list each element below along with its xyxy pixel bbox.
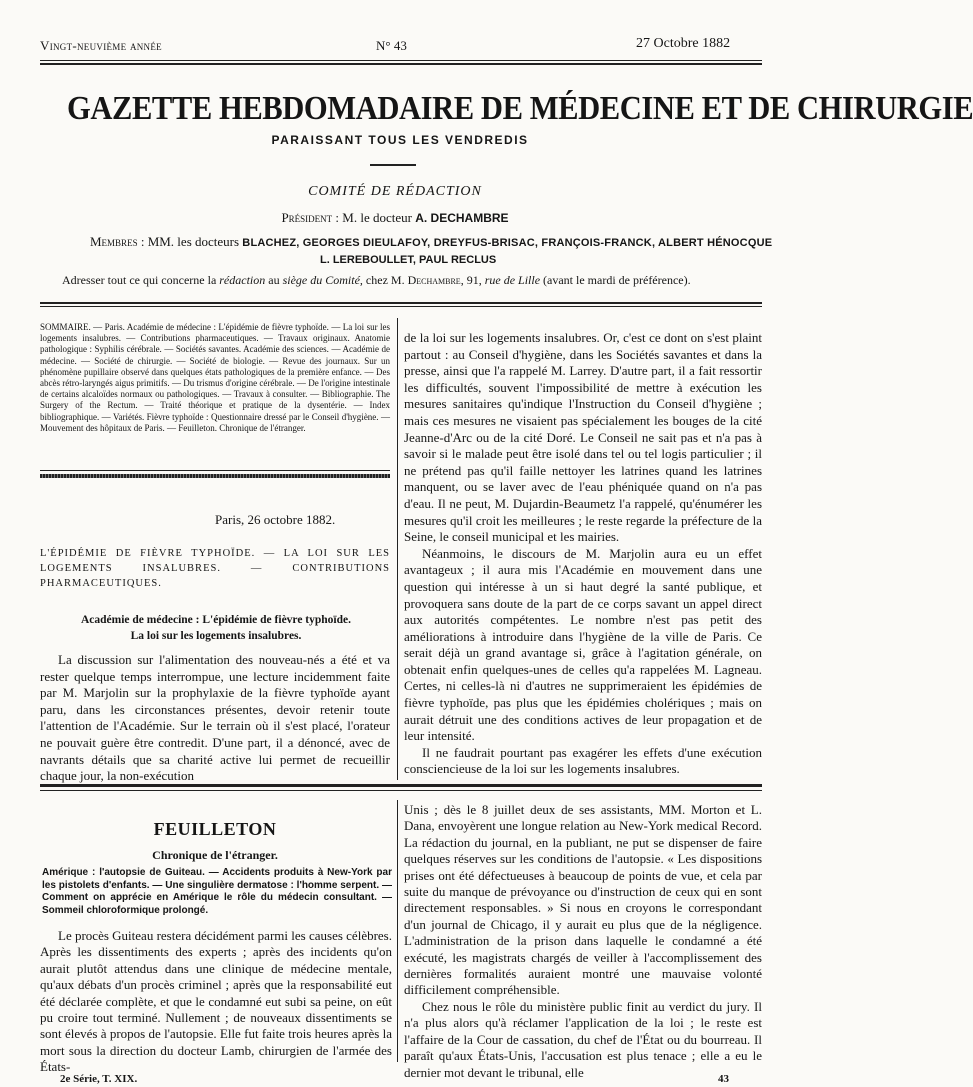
sommaire: SOMMAIRE. — Paris. Académie de médecine : L'épidémie de fièvre typhoïde. — La loi sur les logements insalubres. — Contributions pharmaceutiques. — Travaux originaux. Anatomie pathologique : Syphilis cérébrale. — Sociétés savantes. Académie des sciences. — Académie de médecine. — Société de chirurgie. — Société de biologie. — Revue des journaux. Sur un phénomène pupillaire observé dans quelques états pathologiques de la première enfance. — Des abcès rétro-laryngés aigus primitifs. — Du trismus d'origine cérébrale. — De l'origine intestinale de certains alcaloïdes normaux ou pathologiques. — Travaux à consulter. — Bibliographie. The Surgery of the Rectum. — Traité théorique et pratique de la dysentérie. — Index bibliographique. — Variétés. Fièvre typhoïde : Questionnaire dressé par le Conseil d'hygiène. — Mouvement des hôpitaux de Paris. — Feuilleton. Chronique de l'étranger. [40,322,390,433]
feuilleton-title: FEUILLETON [153,819,277,839]
address-line: Adresser tout ce qui concerne la rédaction au siège du Comité, chez M. Dechambre, 91, rue de Lille (avant le mardi de préférence). [62,273,691,287]
membres-label: Membres [90,234,138,249]
feuilleton-paragraph: Unis ; dès le 8 juillet deux de ses assistants, MM. Morton et L. Dana, envoyèrent une longue relation au New-York medical Record. La rédaction du journal, en la publiant, ne put se dispenser de faire quelques réserves sur les conditions de l'autopsie. « Les dispositions prises ont été défectueuses à beaucoup de points de vue, et cela par suite du manque de prévoyance ou d'instruction de ceux qui en sont directement responsables. » Si nous en croyons le correspondant d'un journal de Chicago, il y aurait eu plus que de la négligence. L'administration de la prison dans laquelle le condamné a été exécuté, les magistrats chargés de veiller à l'accomplissement des dernières formalités auraient montré une mauvaise volonté difficilement compréhensible. [404,802,762,998]
sommaire-rule-thick [40,474,390,478]
feuilleton-summary: Amérique : l'autopsie de Guiteau. — Accidents produits à New-York par les pistolets d'enfants. — Une singulière dermatose : l'homme serpent. — Comment on apprécie en Amérique le rôle du médecin consultant. — Sommeil chloroformique prolongé. [42,867,392,916]
comite-rule [40,302,762,304]
masthead-title: GAZETTE HEBDOMADAIRE DE MÉDECINE ET DE CHIRURGIE [67,90,973,127]
membres-names-continued: L. LEREBOULLET, PAUL RECLUS [320,254,497,266]
header-rule [40,60,762,61]
editorial-paragraph: Il ne faudrait pourtant pas exagérer les effets d'une exécution consciencieuse de la loi sur les logements insalubres. [404,744,762,777]
dateline: Paris, 26 octobre 1882. [215,512,336,527]
editorial-body-left: La discussion sur l'alimentation des nouveau-nés a été et va rester quelque temps interrompue, une lecture incidemment faite par M. Marjolin sur la prophylaxie de la fièvre typhoïde ayant paru, dans les circonstances présentes, devoir retenir toute l'attention de l'Académie. Sur le terrain où il s'est placé, l'orateur ne pouvait guère être contredit. D'une part, il a dénoncé, avec de navrants détails que sa charité active lui permet de recueillir chaque jour, la non-exécution [40,652,390,784]
president-text: : M. le docteur [335,210,412,225]
president-name: A. DECHAMBRE [415,211,509,225]
membres-text: : MM. les docteurs [140,234,240,249]
feuilleton-subtitle: Chronique de l'étranger. [152,848,278,862]
editorial-paragraph: Néanmoins, le discours de M. Marjolin aura eu un effet avantageux ; il aura mis l'Académie en mouvement dans une question qui intéresse à un si haut degré la santé publique, et provoquera sans doute de la part de ce corps savant un appel direct aux autorités compétentes. Le nombre n'est pas petit des améliorations à introduire dans l'hygiène de la ville de Paris. Ce serait déjà un grand avantage si, grâce à l'agitation générale, on obtenait enfin quelques-unes de celles qu'a rappelées M. Lagneau. Certes, ni celles-là ni d'autres ne supprimeraient les épidémies de fièvre typhoïde, pas plus que les épidémies cholériques ; mais on aurait détruit une des conditions actives de leur propagation et de leur intensité. [404,545,762,744]
feuilleton-rule [40,784,762,787]
page-number: 43 [718,1073,729,1085]
editorial-paragraph: de la loi sur les logements insalubres. Or, c'est ce dont on s'est plaint partout : au Conseil d'hygiène, dans les Sociétés savantes et dans la presse, ainsi que l'a rappelé M. Larrey. D'autre part, il a fait ressortir les difficultés, souvent l'impossibilité de mettre à exécution les mesures sanitaires qu'indique l'Instruction du Conseil d'hygiène ; mais ces mesures ne visaient pas spécialement les bouges de la cité Jeanne-d'Arc ou de la cité Doré. Le Conseil ne sait pas et n'a pas à savoir si le malade peut être isolé dans tel ou tel logis particulier ; il ne prétend pas qu'il faille nettoyer les latrines quand les latrines manquent, ou se laver avec de l'eau phéniquée quand on n'a pas d'eau. Il ne peut, M. Dujardin-Beaumetz l'a rappelé, qu'énumérer les mesures qu'il croit les meilleures ; le reste regarde la préfecture de la Seine, le conseil municipal et les mairies. [404,330,762,545]
feuilleton-body-right [404,802,762,1081]
masthead-short-rule [370,164,416,166]
issue-number: N° 43 [376,38,407,53]
section-title: Académie de médecine : L'épidémie de fièvre typhoïde. La loi sur les logements insalubres. [81,614,351,642]
comite-rule-2 [40,306,762,307]
editorial-body-right [404,330,762,778]
column-divider-top [397,318,398,780]
sommaire-rule [40,470,390,471]
masthead-subtitle: PARAISSANT TOUS LES VENDREDIS [271,133,529,147]
feuilleton-rule-2 [40,790,762,791]
feuilleton-body-left: Le procès Guiteau restera décidément parmi les causes célèbres. Après les dissentiments des experts ; après des incidents qu'on aurait plutôt attendus dans une clinique de médecine mentale, qu'aux débats d'un procès criminel ; après que la responsabilité eut été déclarée complète, et que le condamné eut subi sa peine, on eût pu croire tout terminé. Nullement ; de nouveaux dissentiments se sont élevés à propos de l'autopsie. Elle fut faite trois heures après la mort sous la direction du docteur Lamb, chirurgien de l'armée des États- [40,928,392,1075]
header-rule-2 [40,63,762,65]
membres-line [90,234,772,250]
series-volume: 2e Série, T. XIX. [60,1073,138,1085]
issue-date: 27 Octobre 1882 [636,36,731,51]
column-divider-bottom [397,800,398,1062]
president-line [0,210,790,226]
editorial-heading: L'ÉPIDÉMIE DE FIÈVRE TYPHOÏDE. — LA LOI SUR LES LOGEMENTS INSALUBRES. — CONTRIBUTIONS PHARMACEUTIQUES. [40,548,390,589]
comite-heading: COMITÉ DE RÉDACTION [308,184,482,199]
president-label: Président [281,210,333,225]
volume-year: Vingt-neuvième année [40,38,162,53]
feuilleton-paragraph: Chez nous le rôle du ministère public finit au verdict du jury. Il n'a plus alors qu'à réclamer l'application de la loi ; le reste est l'affaire de la Cour de cassation, du chef de l'État ou du bourreau. Il paraît qu'aux États-Unis, l'accusation est plus tenace ; elle a eu le dernier mot devant le tribunal, elle [404,998,762,1080]
membres-names: BLACHEZ, GEORGES DIEULAFOY, DREYFUS-BRISAC, FRANÇOIS-FRANCK, ALBERT HÉNOCQUE [242,237,773,249]
